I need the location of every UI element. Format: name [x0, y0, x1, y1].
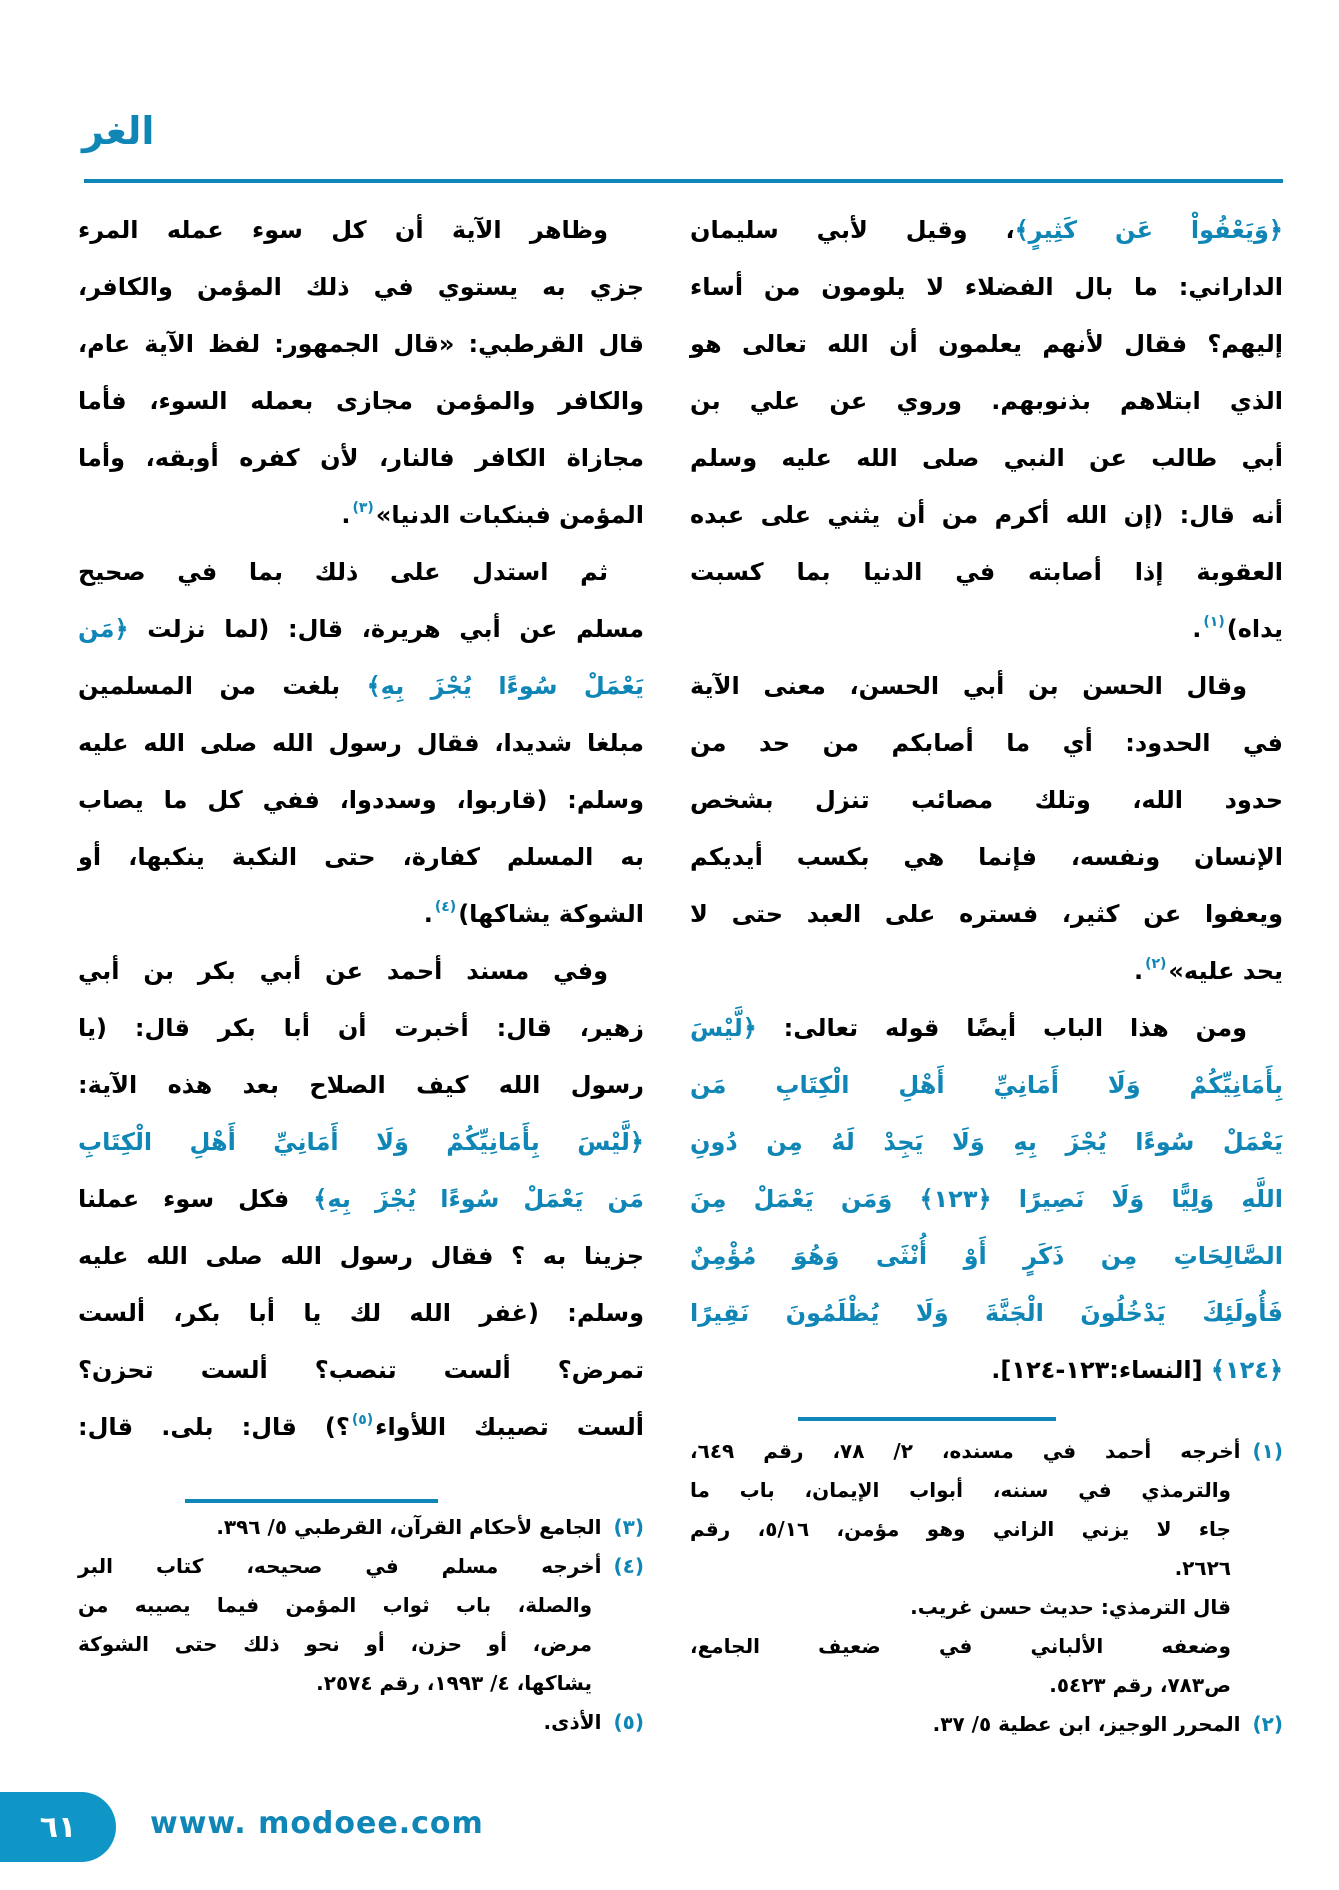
body-line	[690, 430, 1283, 487]
footnote-divider-right	[798, 1417, 1056, 1421]
body-line	[690, 601, 1283, 658]
body-text: حدود الله، وتلك مصائب تنزل بشخص	[690, 786, 1283, 814]
body-line	[78, 1285, 644, 1342]
body-line	[78, 1057, 644, 1114]
quran-verse-text: فَأُولَئِكَ يَدْخُلُونَ الْجَنَّةَ وَلَا يُظْلَمُونَ نَقِيرًا	[690, 1299, 1283, 1327]
footnote-text: الأذى.	[543, 1710, 602, 1734]
header-divider-rule	[84, 179, 1283, 183]
body-text: به المسلم كفارة، حتى النكبة ينكبها، أو	[78, 843, 644, 871]
body-line	[690, 373, 1283, 430]
body-text: .	[423, 900, 433, 928]
footnote-marker: (٤)	[613, 1554, 644, 1578]
footnote-text: ص٧٨٣، رقم ٥٤٢٣.	[1049, 1673, 1231, 1697]
body-text: أبي طالب عن النبي صلى الله عليه وسلم	[690, 444, 1283, 472]
quran-verse-text: ﴿لَّيْسَ	[690, 1014, 757, 1042]
footnote-ref: (٤)	[434, 899, 457, 915]
body-text: ، وقيل لأبي سليمان	[690, 216, 1015, 244]
footnote-line	[78, 1664, 644, 1703]
footnote-text: أخرجه أحمد في مسنده، ٢/ ٧٨، رقم ٦٤٩،	[690, 1439, 1241, 1463]
body-line	[78, 487, 644, 544]
body-line	[78, 430, 644, 487]
footnote-line	[78, 1625, 644, 1664]
footnote-ref: (٥)	[351, 1412, 374, 1428]
body-text: الذي ابتلاهم بذنوبهم. وروي عن علي بن	[690, 387, 1283, 415]
body-line	[78, 829, 644, 886]
body-text: والكافر والمؤمن مجازى بعمله السوء، فأما	[78, 387, 644, 415]
body-line	[78, 259, 644, 316]
body-line	[690, 316, 1283, 373]
footnotes-left	[78, 1508, 644, 1742]
quran-verse-text: يَعْمَلْ سُوءًا يُجْزَ بِهِ﴾	[366, 672, 644, 700]
footnote-text: قال الترمذي: حديث حسن غريب.	[910, 1595, 1231, 1619]
body-line	[78, 658, 644, 715]
footnote-marker: (٢)	[1252, 1712, 1283, 1736]
body-text: جزينا به ؟ فقال رسول الله صلى الله عليه	[78, 1242, 644, 1270]
body-text: وظاهر الآية أن كل سوء عمله المرء	[78, 216, 608, 244]
footnote-text: وضعفه الألباني في ضعيف الجامع،	[690, 1634, 1231, 1658]
footnote-text: والصلة، باب ثواب المؤمن فيما يصيبه من	[78, 1593, 592, 1617]
body-line	[690, 658, 1283, 715]
body-line	[690, 487, 1283, 544]
body-line	[78, 544, 644, 601]
body-text: زهير، قال: أخبرت أن أبا بكر قال: (يا	[78, 1014, 644, 1042]
footnote-line	[78, 1586, 644, 1625]
body-line	[690, 544, 1283, 601]
body-line	[690, 1228, 1283, 1285]
body-text: وسلم: (قاربوا، وسددوا، ففي كل ما يصاب	[78, 786, 644, 814]
body-text: المؤمن فبنكبات الدنيا»	[375, 501, 644, 529]
body-text: مسلم عن أبي هريرة، قال: (لما نزلت	[128, 615, 644, 643]
body-line	[690, 1114, 1283, 1171]
body-text: يحد عليه»	[1168, 957, 1283, 985]
quran-verse-text: ﴿لَّيْسَ بِأَمَانِيِّكُمْ وَلَا أَمَانِيِّ أَهْلِ الْكِتَابِ	[78, 1128, 644, 1156]
body-text: الإنسان ونفسه، فإنما هي بكسب أيديكم	[690, 843, 1283, 871]
right-text-column	[690, 202, 1283, 1399]
body-line	[78, 772, 644, 829]
footnote-text: مرض، أو حزن، أو نحو ذلك حتى الشوكة	[78, 1632, 592, 1656]
quran-verse-text: الصَّالِحَاتِ مِن ذَكَرٍ أَوْ أُنْثَى وَهُوَ مُؤْمِنٌ	[690, 1242, 1283, 1270]
footnote-line	[78, 1547, 644, 1586]
quran-verse-text: ﴿١٢٤﴾	[1210, 1356, 1283, 1384]
body-line	[78, 1171, 644, 1228]
footnote-line	[78, 1703, 644, 1742]
body-line	[78, 1114, 644, 1171]
footnote-line	[690, 1471, 1283, 1510]
body-text: الشوكة يشاكها)	[458, 900, 644, 928]
quran-verse-text: بِأَمَانِيِّكُمْ وَلَا أَمَانِيِّ أَهْلِ الْكِتَابِ مَن	[690, 1071, 1283, 1099]
body-text: أنه قال: (إن الله أكرم من أن يثني على عبده	[690, 501, 1283, 529]
body-line	[690, 1342, 1283, 1399]
footnote-line	[690, 1627, 1283, 1666]
body-line	[690, 202, 1283, 259]
running-title: الغر	[82, 109, 155, 153]
body-line	[690, 886, 1283, 943]
body-text: الداراني: ما بال الفضلاء لا يلومون من أساء	[690, 273, 1283, 301]
footnote-marker: (٥)	[613, 1710, 644, 1734]
body-text: العقوبة إذا أصابته في الدنيا بما كسبت	[690, 558, 1283, 586]
body-line	[690, 715, 1283, 772]
body-line	[78, 1000, 644, 1057]
body-text: ألست تصيبك اللأواء	[375, 1413, 644, 1441]
body-line	[690, 1057, 1283, 1114]
body-text: .	[1133, 957, 1144, 985]
body-line	[690, 772, 1283, 829]
footnote-line	[690, 1705, 1283, 1744]
footnote-line	[690, 1666, 1283, 1705]
footnotes-right	[690, 1432, 1283, 1744]
footnote-marker: (١)	[1252, 1439, 1283, 1463]
footnote-text: يشاكها، ٤/ ١٩٩٣، رقم ٢٥٧٤.	[316, 1671, 592, 1695]
body-line	[78, 1399, 644, 1456]
body-text: وسلم: (غفر الله لك يا أبا بكر، ألست	[78, 1299, 644, 1327]
footnote-line	[690, 1549, 1283, 1588]
body-text: ؟) قال: بلى. قال:	[78, 1413, 350, 1441]
footnote-line	[690, 1432, 1283, 1471]
body-line	[690, 829, 1283, 886]
body-text: جزي به يستوي في ذلك المؤمن والكافر،	[78, 273, 644, 301]
footnote-line	[690, 1588, 1283, 1627]
website-link[interactable]: www. modoee.com	[150, 1806, 484, 1841]
footnote-text: أخرجه مسلم في صحيحه، كتاب البر	[78, 1554, 602, 1578]
body-line	[78, 886, 644, 943]
body-text: يداه)	[1226, 615, 1283, 643]
footnote-divider-left	[185, 1499, 438, 1503]
body-line	[78, 943, 644, 1000]
body-text: فكل سوء عملنا	[78, 1185, 314, 1213]
footnote-ref: (٢)	[1145, 956, 1167, 972]
body-line	[690, 943, 1283, 1000]
body-text: وقال الحسن بن أبي الحسن، معنى الآية	[690, 672, 1247, 700]
footnote-text: جاء لا يزني الزاني وهو مؤمن، ٥/١٦، رقم	[690, 1517, 1231, 1541]
body-line	[78, 601, 644, 658]
body-line	[690, 1000, 1283, 1057]
body-text: .	[341, 501, 351, 529]
body-line	[690, 1171, 1283, 1228]
body-text: .	[1192, 615, 1202, 643]
left-text-column	[78, 202, 644, 1456]
body-text: وفي مسند أحمد عن أبي بكر بن أبي	[78, 957, 608, 985]
footnote-text: ٢٦٢٦.	[1174, 1556, 1231, 1580]
body-text: مبلغا شديدا، فقال رسول الله صلى الله عليه	[78, 729, 644, 757]
footnote-text: والترمذي في سننه، أبواب الإيمان، باب ما	[690, 1478, 1231, 1502]
body-line	[690, 1285, 1283, 1342]
body-text: قال القرطبي: «قال الجمهور: لفظ الآية عام،	[78, 330, 644, 358]
body-line	[78, 1228, 644, 1285]
body-line	[78, 316, 644, 373]
footnote-line	[690, 1510, 1283, 1549]
footnote-text: الجامع لأحكام القرآن، القرطبي ٥/ ٣٩٦.	[216, 1515, 602, 1539]
body-line	[78, 1342, 644, 1399]
body-line	[78, 202, 644, 259]
body-text: رسول الله كيف الصلاح بعد هذه الآية:	[78, 1071, 644, 1099]
body-text: مجازاة الكافر فالنار، لأن كفره أوبقه، وأما	[78, 444, 644, 472]
body-text: تمرض؟ ألست تنصب؟ ألست تحزن؟	[78, 1356, 644, 1384]
body-text: إليهم؟ فقال لأنهم يعلمون أن الله تعالى هو	[690, 330, 1283, 358]
quran-verse-text: مَن يَعْمَلْ سُوءًا يُجْزَ بِهِ﴾	[313, 1185, 645, 1213]
footnote-ref: (١)	[1203, 614, 1225, 630]
body-line	[78, 373, 644, 430]
footnote-line	[78, 1508, 644, 1547]
body-line	[78, 715, 644, 772]
quran-verse-text: ﴿وَيَعْفُواْ عَن كَثِيرٍ﴾	[1014, 216, 1283, 244]
footnote-text: المحرر الوجيز، ابن عطية ٥/ ٣٧.	[932, 1712, 1241, 1736]
page-number: ٦١	[39, 1809, 77, 1845]
body-text: ومن هذا الباب أيضًا قوله تعالى:	[756, 1014, 1247, 1042]
page-number-badge	[0, 1792, 116, 1862]
quran-verse-text: ﴿مَن	[78, 615, 129, 643]
body-text: ويعفوا عن كثير، فستره على العبد حتى لا	[690, 900, 1283, 928]
body-line	[690, 259, 1283, 316]
body-text: في الحدود: أي ما أصابكم من حد من	[690, 729, 1283, 757]
footnote-ref: (٣)	[352, 500, 374, 516]
quran-verse-text: يَعْمَلْ سُوءًا يُجْزَ بِهِ وَلَا يَجِدْ لَهُ مِن دُونِ	[690, 1128, 1283, 1156]
quran-verse-text: اللَّهِ وَلِيًّا وَلَا نَصِيرًا ﴿١٢٣﴾ وَمَن يَعْمَلْ مِنَ	[690, 1185, 1283, 1213]
body-text: ثم استدل على ذلك بما في صحيح	[78, 558, 608, 586]
body-text: بلغت من المسلمين	[78, 672, 367, 700]
footnote-marker: (٣)	[613, 1515, 644, 1539]
body-text: [النساء:١٢٣-١٢٤].	[991, 1356, 1211, 1384]
